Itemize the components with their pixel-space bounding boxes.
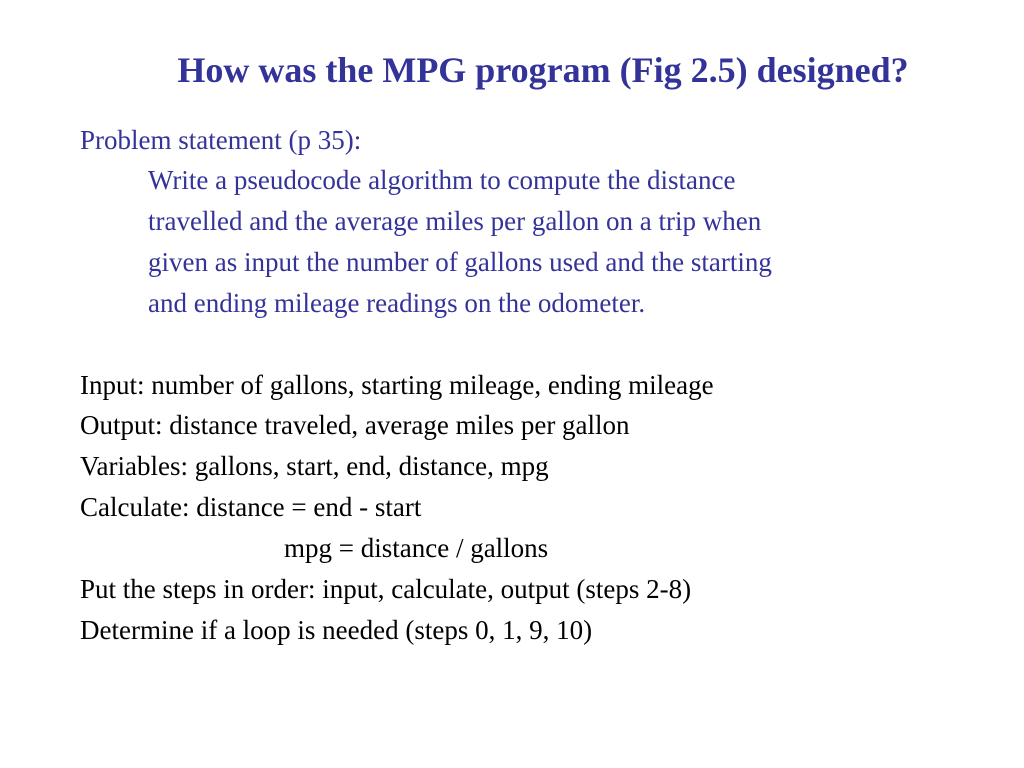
problem-statement-line: travelled and the average miles per gallon on a trip when [148, 206, 762, 236]
problem-statement-heading: Problem statement (p 35): [80, 125, 362, 155]
problem-statement-line: given as input the number of gallons used and the starting [148, 247, 772, 277]
calculate-continuation-line: mpg = distance / gallons [284, 533, 549, 563]
loop-line: Determine if a loop is needed (steps 0, 1, 9, 10) [80, 615, 593, 645]
order-steps-line: Put the steps in order: input, calculate, output (steps 2-8) [80, 574, 692, 604]
problem-statement-line: Write a pseudocode algorithm to compute the distance [148, 165, 736, 195]
slide-title: How was the MPG program (Fig 2.5) designed? [177, 50, 909, 90]
output-line: Output: distance traveled, average miles per gallon [80, 410, 630, 440]
variables-line: Variables: gallons, start, end, distance, mpg [80, 451, 549, 481]
calculate-line: Calculate: distance = end - start [80, 492, 422, 522]
input-line: Input: number of gallons, starting mileage, ending mileage [80, 370, 714, 400]
problem-statement-line: and ending mileage readings on the odometer. [148, 288, 646, 318]
